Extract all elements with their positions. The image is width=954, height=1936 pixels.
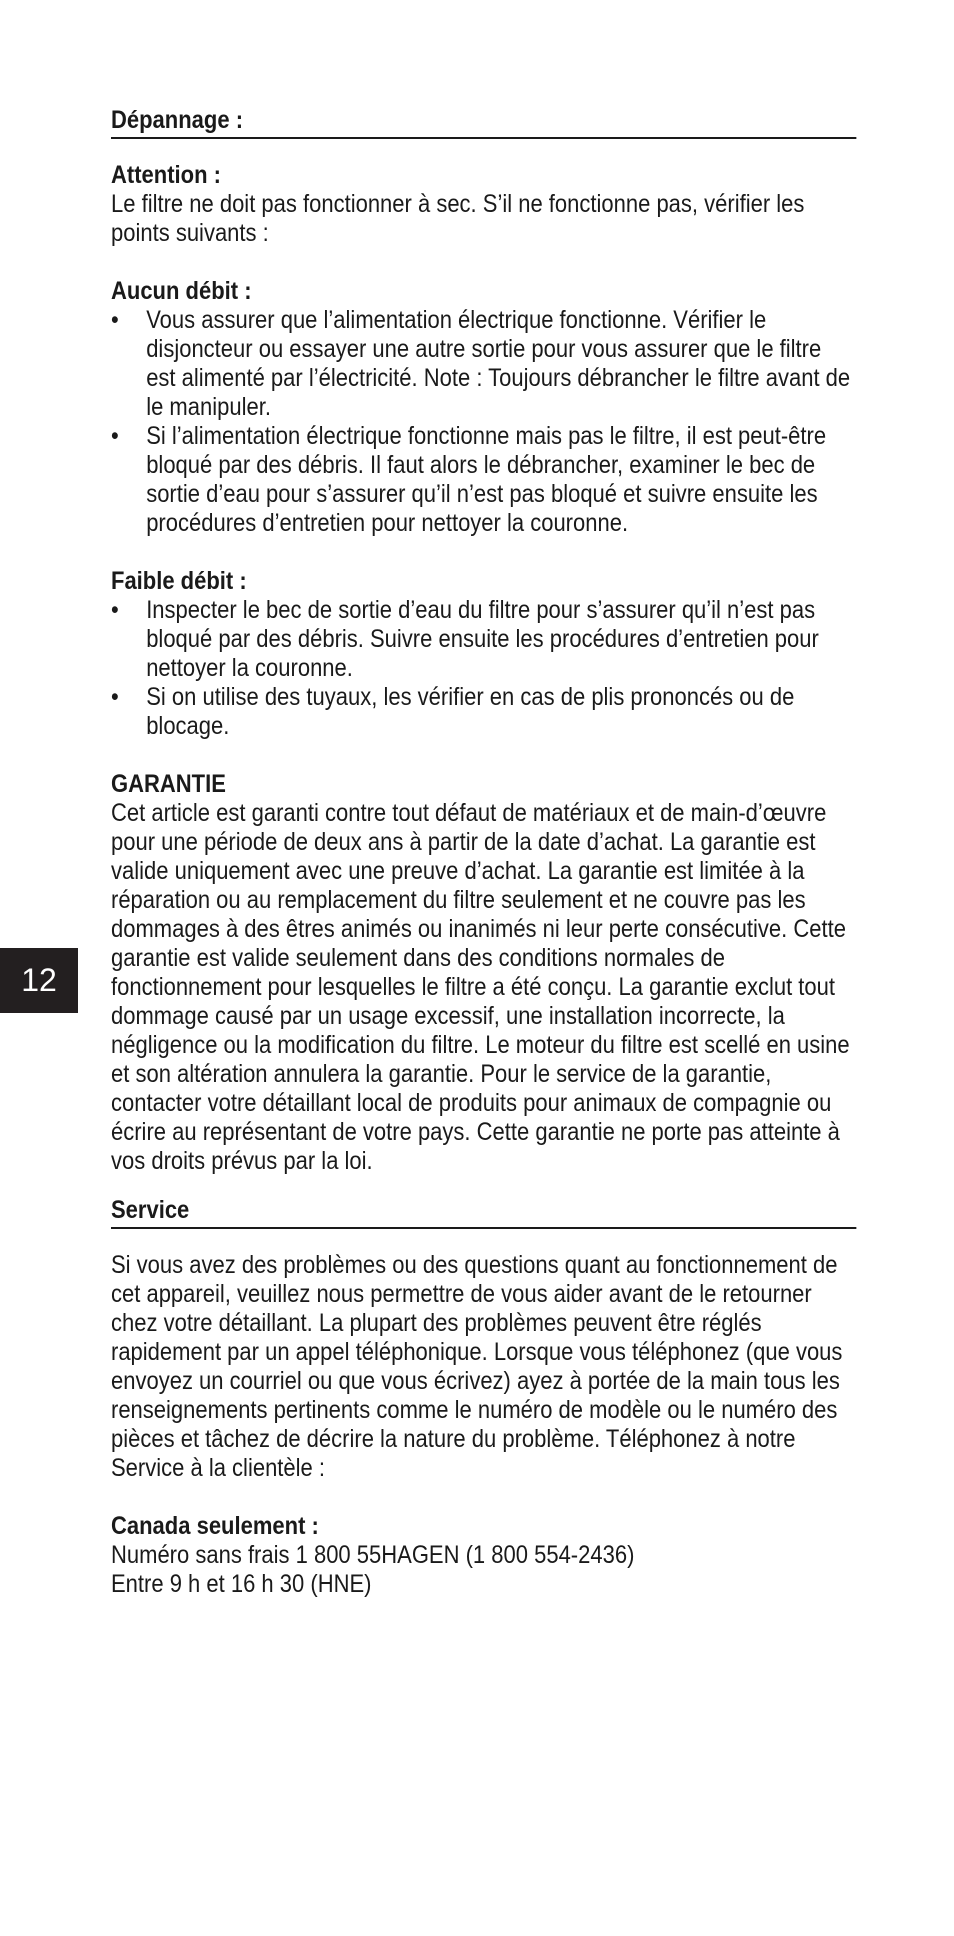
list-item: • Vous assurer que l’alimentation électrique fonctionne. Vérifier le disjoncteur ou essayer une autre sortie pour vous assurer que le filtre est alimenté par l’électricité. Note : Toujours débrancher le filtre avant de le manipuler. bbox=[111, 306, 851, 421]
attention-heading: Attention : bbox=[111, 161, 221, 189]
canada-heading: Canada seulement : bbox=[111, 1512, 319, 1540]
page-number: 12 bbox=[21, 962, 57, 998]
list-item: • Inspecter le bec de sortie d’eau du filtre pour s’assurer qu’il n’est pas bloqué par des débris. Suivre ensuite les procédures d’entretien pour nettoyer la couronne. bbox=[111, 596, 819, 682]
list-item: • Si l’alimentation électrique fonctionne mais pas le filtre, il est peut-être bloqué par des débris. Il faut alors le débrancher, examiner le bec de sortie d’eau pour s’assurer qu’il n’est pas bloqué et suivre ensuite les procédures d’entretien pour nettoyer la couronne. bbox=[111, 422, 827, 537]
list-item: • Si on utilise des tuyaux, les vérifier en cas de plis prononcés ou de blocage. bbox=[111, 683, 795, 740]
no-flow-list bbox=[111, 306, 856, 538]
phone-line: Numéro sans frais 1 800 55HAGEN (1 800 554-2436) bbox=[111, 1541, 635, 1569]
warranty-text: Cet article est garanti contre tout défaut de matériaux et de main-d’œuvre pour une période de deux ans à partir de la date d’achat. La garantie est valide uniquement avec une preuve d’achat. La garantie est limitée à la réparation ou au remplacement du filtre seulement et ne couvre pas les dommages à des êtres animés ou inanimés ni leur perte consécutive. Cette garantie est valide seulement dans des conditions normales de fonctionnement pour lesquelles le filtre a été conçu. La garantie exclut tout dommage causé par un usage excessif, une installation incorrecte, la négligence ou la modification du filtre. Le moteur du filtre est scellé en usine et son altération annulera la garantie. Pour le service de la garantie, contacter votre détaillant local de produits pour animaux de compagnie ou écrire au représentant de votre pays. Cette garantie ne porte pas atteinte à vos droits prévus par la loi. bbox=[111, 799, 850, 1175]
service-text: Si vous avez des problèmes ou des questions quant au fonctionnement de cet appareil, veuillez nous permettre de vous aider avant de le retourner chez votre détaillant. La plupart des problèmes peuvent être réglés rapidement par un appel téléphonique. Lorsque vous téléphonez (que vous envoyez un courriel ou que vous écrivez) ayez à portée de la main tous les renseignements pertinents comme le numéro de modèle ou le numéro des pièces et tâchez de décrire la nature du problème. Téléphonez à notre Service à la clientèle : bbox=[111, 1251, 843, 1482]
attention-text: Le filtre ne doit pas fonctionner à sec. S’il ne fonctionne pas, vérifier les points suivants : bbox=[111, 190, 805, 247]
warranty-heading: GARANTIE bbox=[111, 770, 226, 798]
page-number-tab bbox=[0, 948, 78, 1013]
low-flow-heading: Faible débit : bbox=[111, 567, 247, 595]
troubleshooting-heading: Dépannage : bbox=[111, 106, 244, 134]
service-heading: Service bbox=[111, 1196, 190, 1224]
hours-line: Entre 9 h et 16 h 30 (HNE) bbox=[111, 1570, 372, 1598]
document-body bbox=[111, 0, 856, 1599]
low-flow-list bbox=[111, 596, 856, 741]
no-flow-heading: Aucun débit : bbox=[111, 277, 252, 305]
